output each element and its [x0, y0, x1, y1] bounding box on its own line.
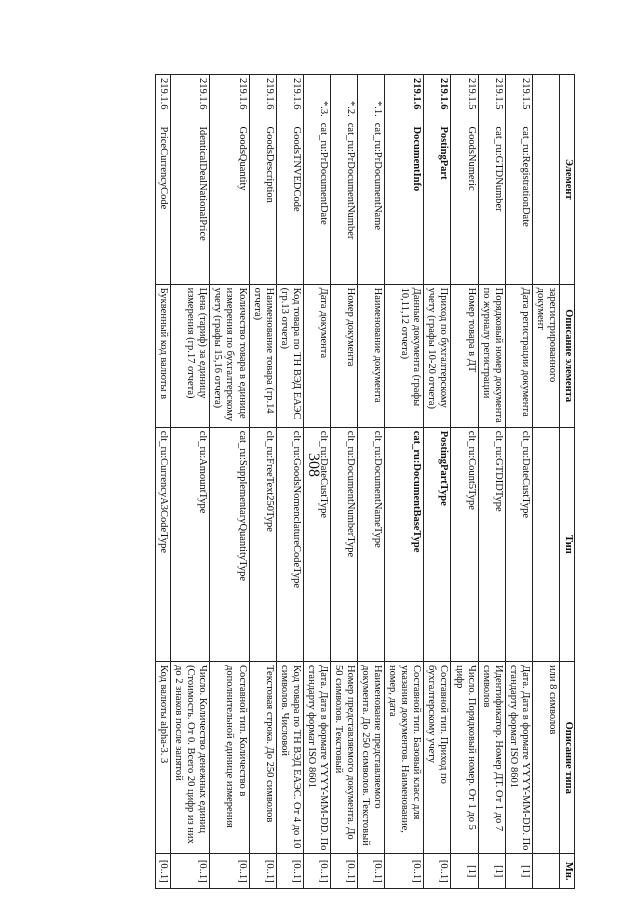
- table-row: [156, 75, 171, 889]
- cell-element-desc: Приход по бухгалтерскому учету (графы 10-20 отчета): [424, 284, 451, 427]
- cell-type-desc: Номер представляемого документа. До 50 символов. Текстовый: [330, 662, 357, 854]
- cell-element-desc: Порядковый номер документа по журналу регистрации: [478, 284, 505, 427]
- cell-type: clt_ru:FreeText250Type: [249, 427, 276, 661]
- element-name: GoodsQuantity: [236, 126, 248, 191]
- table-row: [424, 75, 451, 889]
- sub-index: *.2.: [345, 101, 357, 117]
- cell-type-desc: Текстовая строка. До 250 символов: [249, 662, 276, 854]
- cell-type-desc: Дата. Дата в формате YYYY-MM-DD. По стандарту формат ISO 8601: [505, 662, 532, 854]
- cell-type-desc: или 8 символов: [532, 662, 559, 854]
- cell-element-desc: Цена (тариф) за единицу измерения (гр.17 отчета): [171, 284, 210, 427]
- rotated-page: [90, 74, 575, 889]
- element-name: cat_ru:PrDocumentDate: [317, 122, 329, 225]
- element-name: GoodsDescription: [263, 126, 275, 203]
- cell-type: clt_ru:DocumentNumberType: [330, 427, 357, 661]
- cell-type-desc: Код товара по ТН ВЭД ЕАЭС. От 4 до 10 символов. Числовой: [276, 662, 303, 854]
- header-mult: Мн.: [560, 854, 575, 889]
- cell-element: [532, 75, 559, 285]
- cell-element: [171, 75, 210, 285]
- cell-type: cat_ru:SupplementaryQuantityType: [210, 427, 249, 661]
- element-name: DocumentInfo: [411, 126, 423, 192]
- table-row: [171, 75, 210, 889]
- element-name: GoodsTNVEDCode: [290, 126, 302, 212]
- cell-type: clt_ru:DocumentNameType: [358, 427, 385, 661]
- cell-mult: [1]: [451, 854, 478, 889]
- cell-mult: [1]: [478, 854, 505, 889]
- cell-mult: [0..1]: [424, 854, 451, 889]
- cell-type: clt_ru:GTDIDType: [478, 427, 505, 661]
- cell-type: PostingPartType: [424, 427, 451, 661]
- element-name: PostingPart: [438, 126, 450, 180]
- table-row: [478, 75, 505, 889]
- element-name: cat_ru:PrDocumentNumber: [345, 122, 357, 240]
- cell-element-desc: Количество товара в единице измерения по бухгалтерскому учету (графы 15,16 отчета): [210, 284, 249, 427]
- cell-type: clt_ru:Count5Type: [451, 427, 478, 661]
- spec-table-wrapper: [90, 74, 575, 889]
- element-name: cat_ru:PrDocumentName: [372, 122, 384, 231]
- cell-element: [330, 75, 357, 285]
- table-body: [156, 75, 560, 889]
- cell-element: [303, 75, 330, 285]
- element-number: 219.1.5: [465, 78, 477, 110]
- cell-type-desc: Число. Количество денежных единиц (Стоимость. От 0. Всего 20 цифр из них до 2 знаков после запятой: [171, 662, 210, 854]
- cell-element-desc: Наименование документа: [358, 284, 385, 427]
- element-number: 219.1.6: [438, 78, 450, 110]
- cell-type-desc: Составной тип. Количество в дополнительной единице измерения: [210, 662, 249, 854]
- table-row: [358, 75, 385, 889]
- cell-mult: [0..1]: [249, 854, 276, 889]
- table-row: [385, 75, 424, 889]
- cell-type-desc: Код валюты alpha-3. 3: [156, 662, 171, 854]
- cell-element: [451, 75, 478, 285]
- cell-type-desc: Число. Порядковый номер. От 1 до 5 цифр: [451, 662, 478, 854]
- page-number: 308: [305, 453, 322, 477]
- element-number: 219.1.5: [492, 78, 504, 110]
- element-number: 219.1.6: [263, 78, 275, 110]
- cell-element: [478, 75, 505, 285]
- cell-element-desc: Дата документа: [303, 284, 330, 427]
- cell-mult: [0..1]: [171, 854, 210, 889]
- table-row: [505, 75, 532, 889]
- cell-element: [210, 75, 249, 285]
- table-row: [210, 75, 249, 889]
- cell-type: clt_ru:DateCustType: [303, 427, 330, 661]
- sub-index: *.1.: [372, 101, 384, 117]
- cell-element-desc: Код товара по ТН ВЭД ЕАЭС (гр.13 отчета): [276, 284, 303, 427]
- table-row: [532, 75, 559, 889]
- cell-element-desc: Дата регистрации документа: [505, 284, 532, 427]
- cell-type-desc: Наименование представляемого документа. До 250 символов. Текстовый: [358, 662, 385, 854]
- element-number: 219.1.5: [519, 78, 531, 110]
- element-name: IdenticalDealNationalPrice: [197, 126, 209, 241]
- header-type: Тип: [560, 427, 575, 661]
- table-row: [303, 75, 330, 889]
- cell-element: [249, 75, 276, 285]
- element-number: 219.1.6: [411, 78, 423, 110]
- table-row: [330, 75, 357, 889]
- cell-mult: [0..1]: [276, 854, 303, 889]
- cell-element: [156, 75, 171, 285]
- cell-element-desc: Номер документа: [330, 284, 357, 427]
- element-number: 219.1.6: [290, 78, 302, 110]
- cell-type-desc: Дата. Дата в формате YYYY-MM-DD. По стандарту формат ISO 8601: [303, 662, 330, 854]
- element-name: cat_ru:RegistrationDate: [519, 126, 531, 227]
- header-element: Элемент: [560, 75, 575, 285]
- element-number: 219.1.6: [158, 78, 170, 110]
- cell-element-desc: Данные документа (графы 10,11,12 отчета): [385, 284, 424, 427]
- cell-element: [358, 75, 385, 285]
- table-row: [451, 75, 478, 889]
- cell-type: clt_ru:AmountType: [171, 427, 210, 661]
- cell-element-desc: зарегистрированного документ: [532, 284, 559, 427]
- cell-mult: [0..1]: [385, 854, 424, 889]
- cell-mult: [0..1]: [358, 854, 385, 889]
- cell-type-desc: Составной тип. Приход по бухгалтерскому учету: [424, 662, 451, 854]
- header-type-desc: Описание типа: [560, 662, 575, 854]
- cell-mult: [1]: [505, 854, 532, 889]
- cell-type: cat_ru:DocumentBaseType: [385, 427, 424, 661]
- cell-type: clt_ru:DateCustType: [505, 427, 532, 661]
- spec-table: [155, 74, 575, 889]
- cell-mult: [0..1]: [210, 854, 249, 889]
- cell-type: clt_ru:CurrencyA3CodeType: [156, 427, 171, 661]
- sub-index: *.3.: [317, 101, 329, 117]
- table-row: [249, 75, 276, 889]
- cell-element: [385, 75, 424, 285]
- cell-mult: [0..1]: [303, 854, 330, 889]
- header-row: [560, 75, 575, 889]
- element-number: 219.1.6: [197, 78, 209, 110]
- header-element-desc: Описание элемента: [560, 284, 575, 427]
- cell-element: [276, 75, 303, 285]
- element-number: 219.1.6: [236, 78, 248, 110]
- cell-type: clt_ru:GoodsNomenclatureCodeType: [276, 427, 303, 661]
- cell-mult: [0..1]: [156, 854, 171, 889]
- cell-mult: [532, 854, 559, 889]
- cell-type-desc: Составной тип. Базовый класс для указания документов. Наименование, номер, дата: [385, 662, 424, 854]
- cell-element-desc: Номер товара в ДТ: [451, 284, 478, 427]
- table-row: [276, 75, 303, 889]
- cell-element-desc: Буквенный код валюты в: [156, 284, 171, 427]
- element-name: GoodsNumeric: [465, 126, 477, 191]
- cell-mult: [0..1]: [330, 854, 357, 889]
- cell-type-desc: Идентификатор. Номер ДТ. От 1 до 7 символов: [478, 662, 505, 854]
- cell-element: [424, 75, 451, 285]
- cell-element: [505, 75, 532, 285]
- element-name: cat_ru:GTDNumber: [492, 126, 504, 212]
- cell-type: [532, 427, 559, 661]
- element-name: PriceCurrencyCode: [158, 126, 170, 210]
- cell-element-desc: Наименование товара (гр.14 отчета): [249, 284, 276, 427]
